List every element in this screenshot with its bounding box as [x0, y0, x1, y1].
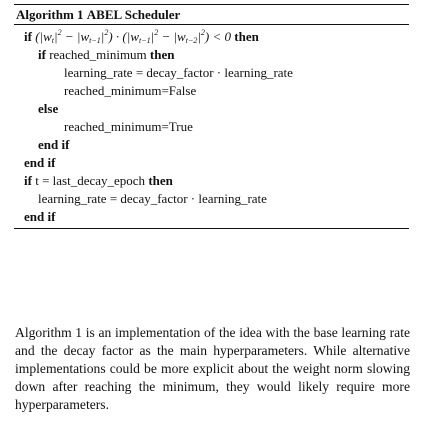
- condition-text: reached_minimum: [49, 47, 147, 62]
- algorithm-title: ABEL Scheduler: [86, 7, 181, 22]
- algorithm-line-3: learning_rate = decay_factor · learning_rate: [64, 65, 293, 80]
- algorithm-line-2: [14, 46, 409, 64]
- algorithm-line-8: [14, 154, 409, 172]
- algorithm-line-1: [14, 28, 409, 46]
- keyword-end-if: end if: [24, 209, 56, 224]
- keyword-then: then: [149, 47, 175, 62]
- algorithm-line-10: learning_rate = decay_factor · learning_rate: [38, 191, 267, 206]
- algorithm-line-7: [14, 136, 409, 154]
- condition-text: t = last_decay_epoch: [35, 173, 146, 188]
- algorithm-label: Algorithm 1: [16, 7, 84, 22]
- algorithm-line-9: [14, 172, 409, 190]
- keyword-if: if: [38, 47, 46, 62]
- keyword-then: then: [148, 173, 173, 188]
- weight-norm-condition: $(|w_t|^2 - |w_{t-1}|^2) \cdot (|w_{t-1}|^2 - |w_{t-2}|^2) < 0$: [35, 28, 232, 45]
- keyword-end-if: end if: [38, 137, 70, 152]
- algorithm-line-4: reached_minimum=False: [64, 83, 197, 98]
- keyword-else: else: [38, 101, 59, 116]
- algorithm-caption: [14, 5, 409, 24]
- keyword-then: then: [234, 29, 259, 44]
- algorithm-line-11: [14, 208, 409, 226]
- algorithm-line-6: reached_minimum=True: [64, 119, 193, 134]
- keyword-if: if: [24, 173, 32, 188]
- body-paragraph: Algorithm 1 is an implementation of the idea with the base learning rate and the decay factor as the main hyperparameters. While alternative implementations could be more explicit about the weight norm slowing down after reaching the minimum, they would likely require more hyperparameters.: [15, 324, 410, 413]
- algorithm-block: [14, 4, 409, 229]
- algorithm-bottom-rule: [14, 228, 409, 229]
- keyword-if: if: [24, 29, 32, 44]
- algorithm-body: [14, 25, 409, 228]
- algorithm-line-5: [14, 100, 409, 118]
- keyword-end-if: end if: [24, 155, 56, 170]
